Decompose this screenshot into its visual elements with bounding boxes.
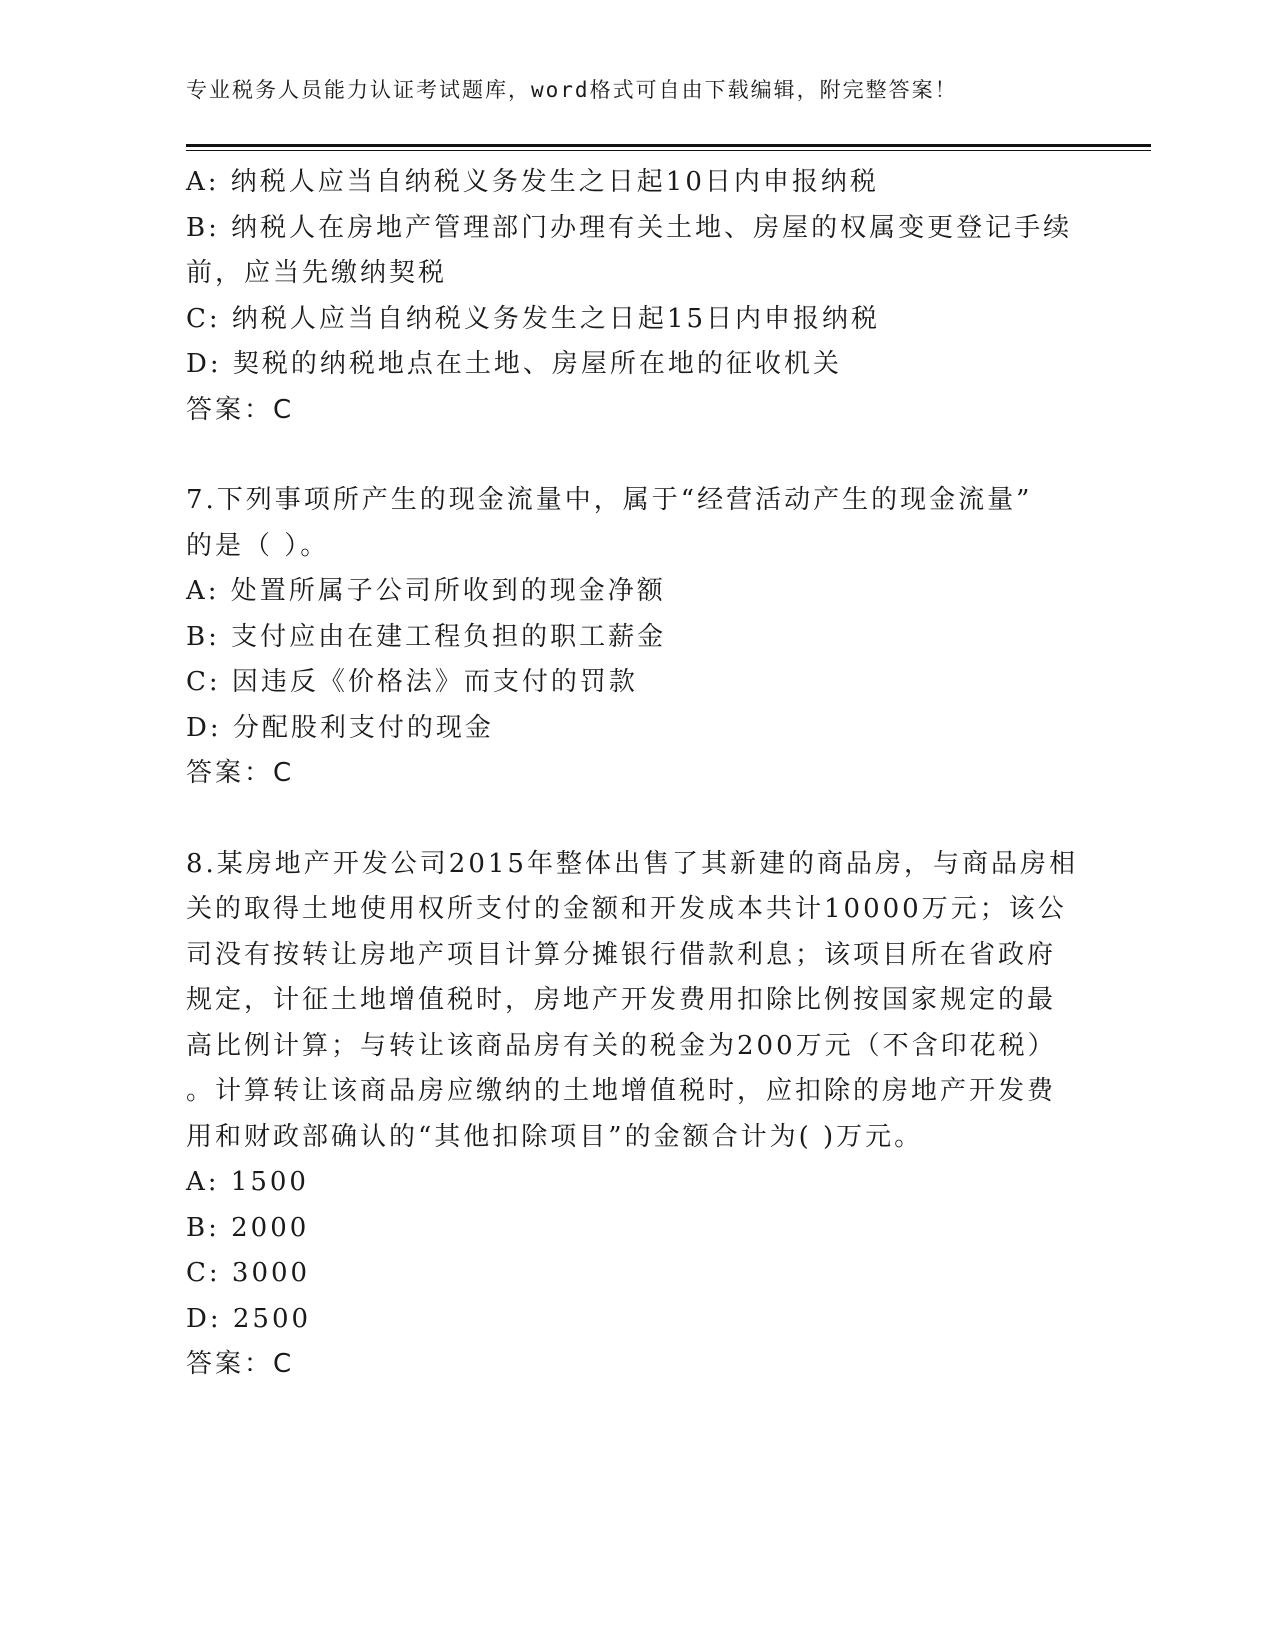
header-divider-thin [186, 150, 1151, 151]
question-8 [186, 842, 1086, 1388]
option-a: A: 纳税人应当自纳税义务发生之日起10日内申报纳税 [186, 167, 879, 197]
question-stem-line: 司没有按转让房地产项目计算分摊银行借款利息；该项目所在省政府 [186, 939, 1057, 970]
option-d: D: 分配股利支付的现金 [186, 712, 494, 743]
option-a: A: 1500 [186, 1167, 309, 1197]
page-header: 专业税务人员能力认证考试题库，word格式可自由下载编辑，附完整答案！ [186, 78, 958, 102]
answer-line: 答案：C [186, 1349, 295, 1379]
option-d: D: 2500 [186, 1303, 312, 1334]
question-stem-line: 。计算转让该商品房应缴纳的土地增值税时，应扣除的房地产开发费 [186, 1076, 1057, 1106]
answer-line: 答案：C [186, 758, 295, 788]
option-b: B: 纳税人在房地产管理部门办理有关土地、房屋的权属变更登记手续 [186, 212, 1073, 243]
answer-line: 答案：C [186, 394, 295, 425]
option-b: B: 2000 [186, 1212, 310, 1243]
spacer [186, 433, 1086, 478]
question-content [186, 160, 1086, 1388]
question-stem-line: 关的取得土地使用权所支付的金额和开发成本共计10000万元；该公 [186, 894, 1067, 924]
question-stem-line: 高比例计算；与转让该商品房有关的税金为200万元（不含印花税） [186, 1030, 1057, 1061]
option-b-continued: 前，应当先缴纳契税 [186, 258, 448, 288]
option-c: C: 纳税人应当自纳税义务发生之日起15日内申报纳税 [186, 303, 881, 334]
option-d: D: 契税的纳税地点在土地、房屋所在地的征收机关 [186, 349, 842, 379]
spacer [186, 797, 1086, 842]
header-divider-thick [186, 144, 1151, 147]
option-a: A: 处置所属子公司所收到的现金净额 [186, 576, 666, 606]
option-c: C: 因违反《价格法》而支付的罚款 [186, 667, 638, 697]
question-stem-line: 用和财政部确认的“其他扣除项目”的金额合计为( )万元。 [186, 1121, 924, 1152]
option-b: B: 支付应由在建工程负担的职工薪金 [186, 621, 667, 652]
question-stem-line: 8.某房地产开发公司2015年整体出售了其新建的商品房，与商品房相 [186, 848, 1078, 879]
question-stem-line: 规定，计征土地增值税时，房地产开发费用扣除比例按国家规定的最 [186, 985, 1057, 1015]
question-6 [186, 160, 1086, 433]
option-c: C: 3000 [186, 1258, 311, 1288]
question-stem-line: 7.下列事项所产生的现金流量中，属于“经营活动产生的现金流量” [186, 485, 1033, 515]
question-stem-line: 的是（ ）。 [186, 530, 330, 561]
question-7 [186, 478, 1086, 797]
